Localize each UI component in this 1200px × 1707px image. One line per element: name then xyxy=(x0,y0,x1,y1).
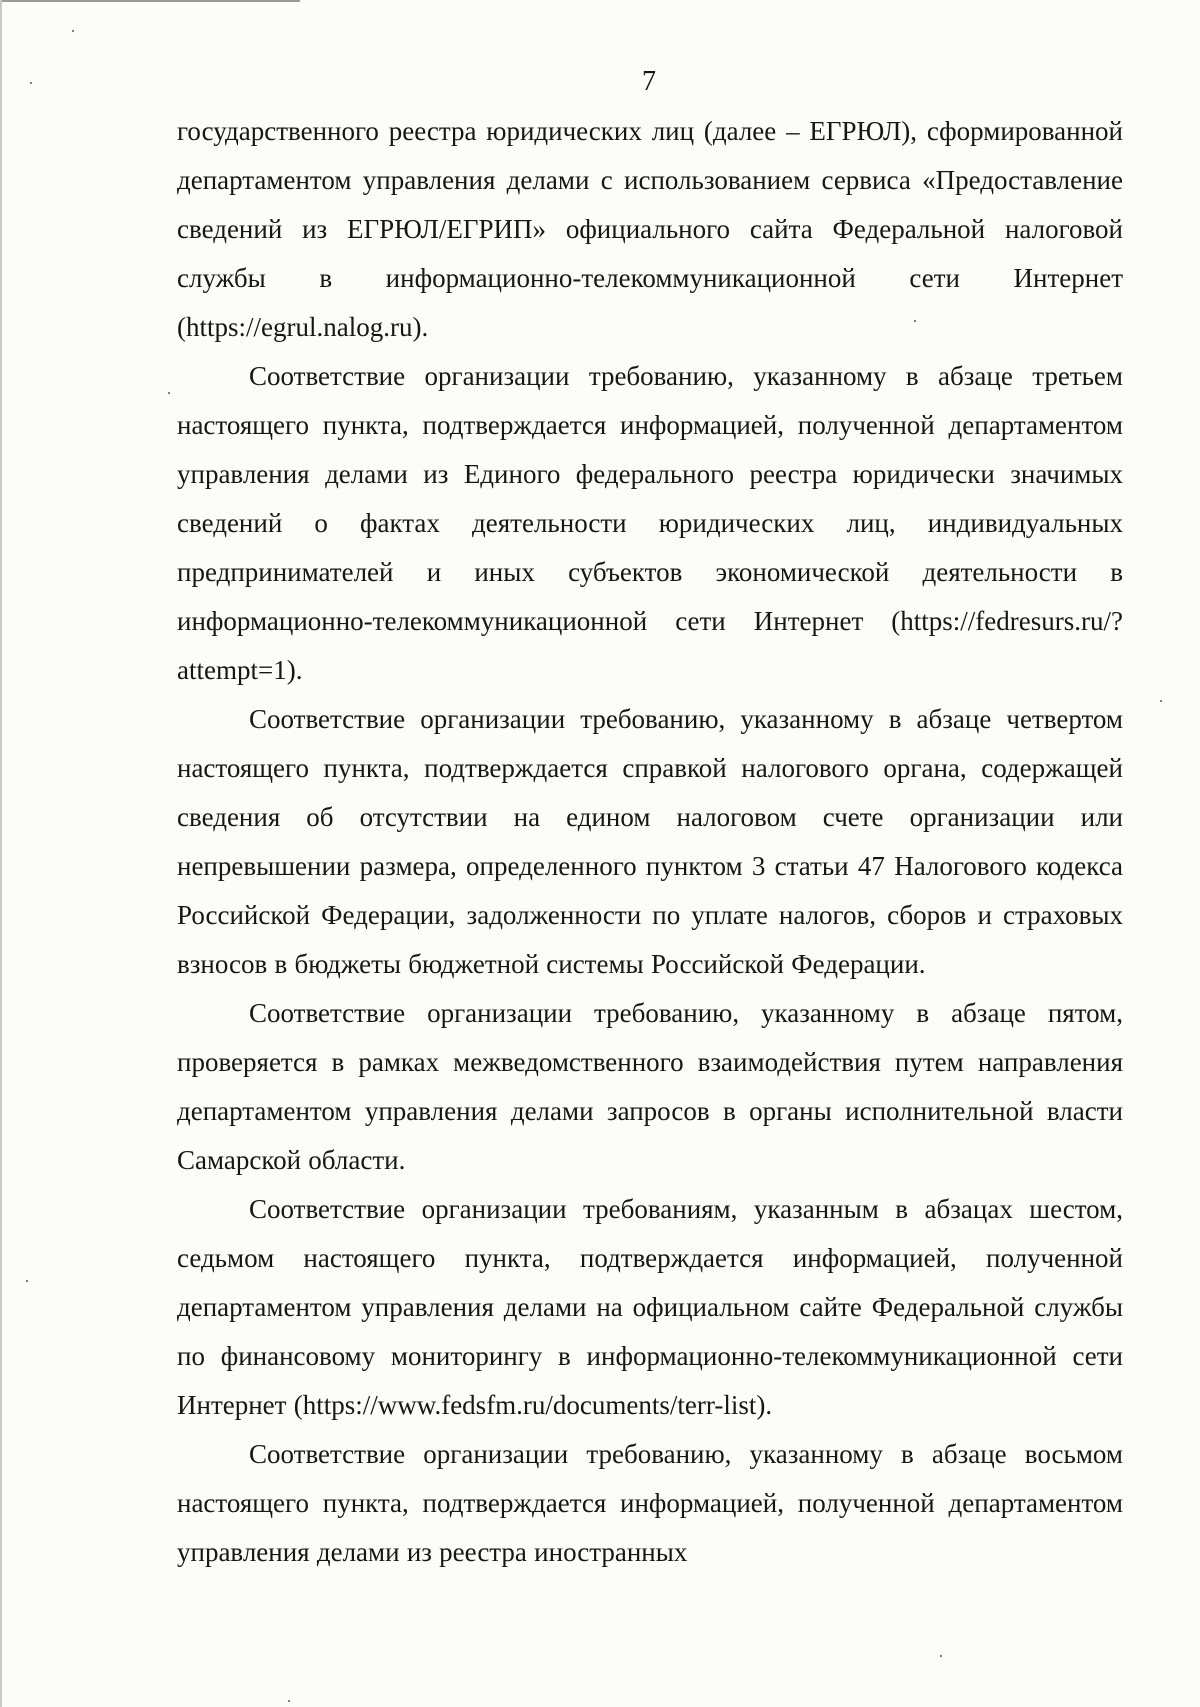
scan-speck xyxy=(914,320,916,322)
page-number: 7 xyxy=(642,66,656,97)
paragraph-1: государственного реестра юридических лиц (далее – ЕГРЮЛ), сформированной департаментом управления делами с использованием сервиса «Предоставление сведений из ЕГРЮЛ/ЕГРИП» официального сайта Федеральной налоговой службы в информационно-телекоммуникационной сети Интернет (https://egrul.nalog.ru). xyxy=(177,116,1123,342)
scan-edge-left xyxy=(0,0,2,1707)
scan-edge-top xyxy=(0,0,300,2)
paragraph-6: Соответствие организации требованию, указанному в абзаце восьмом настоящего пункта, подтверждается информацией, полученной департаментом управления делами из реестра иностранных xyxy=(177,1439,1123,1567)
scan-speck xyxy=(72,30,74,32)
scan-speck xyxy=(168,392,170,394)
scan-speck xyxy=(288,1700,290,1702)
scan-speck xyxy=(26,1280,28,1282)
scan-speck xyxy=(940,1655,942,1657)
body-text xyxy=(177,107,1123,1577)
paragraph-5: Соответствие организации требованиям, указанным в абзацах шестом, седьмом настоящего пункта, подтверждается информацией, полученной департаментом управления делами на официальном сайте Федеральной службы по финансовому мониторингу в информационно-телекоммуникационной сети Интернет (https://www.fedsfm.ru/documents/terr-list). xyxy=(177,1194,1123,1420)
paragraph-4: Соответствие организации требованию, указанному в абзаце пятом, проверяется в рамках межведомственного взаимодействия путем направления департаментом управления делами запросов в органы исполнительной власти Самарской области. xyxy=(177,998,1123,1175)
paragraph-2: Соответствие организации требованию, указанному в абзаце третьем настоящего пункта, подтверждается информацией, полученной департаментом управления делами из Единого федерального реестра юридически значимых сведений о фактах деятельности юридических лиц, индивидуальных предпринимателей и иных субъектов экономической деятельности в информационно-телекоммуникационной сети Интернет (https://fedresurs.ru/?attempt=1). xyxy=(177,361,1123,685)
scan-speck xyxy=(1160,700,1162,702)
scan-speck xyxy=(30,82,32,84)
paragraph-3: Соответствие организации требованию, указанному в абзаце четвертом настоящего пункта, подтверждается справкой налогового органа, содержащей сведения об отсутствии на едином налоговом счете организации или непревышении размера, определенного пунктом 3 статьи 47 Налогового кодекса Российской Федерации, задолженности по уплате налогов, сборов и страховых взносов в бюджеты бюджетной системы Российской Федерации. xyxy=(177,704,1123,979)
